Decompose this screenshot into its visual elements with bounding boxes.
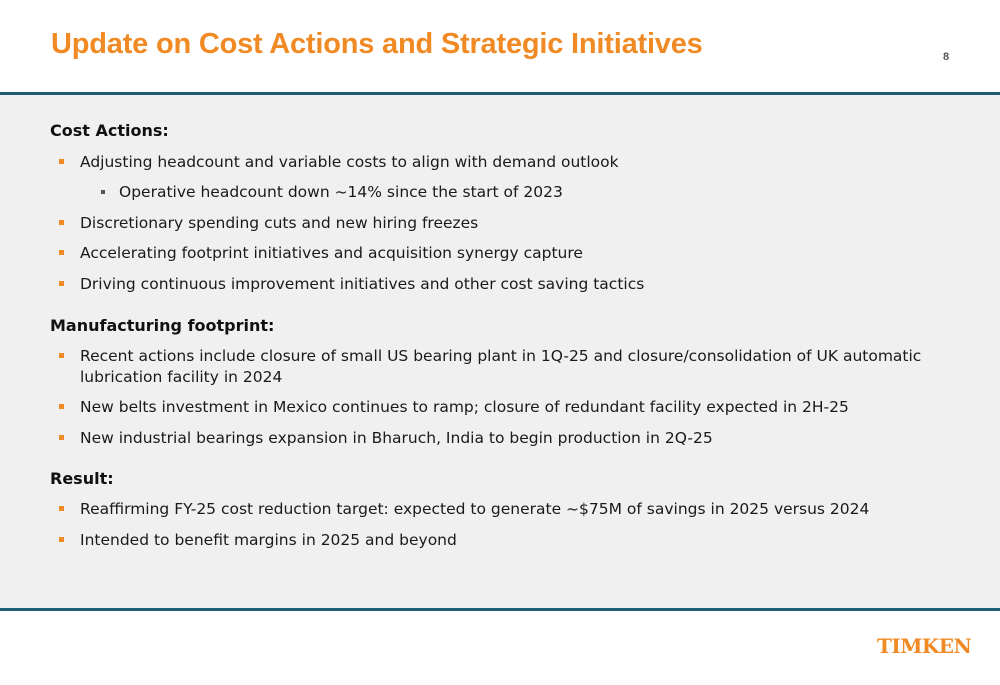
footer-divider	[0, 608, 1000, 611]
sub-bullet-item	[119, 182, 979, 203]
section-heading-cost-actions: Cost Actions:	[50, 121, 169, 140]
bullet-text: New belts investment in Mexico continues to ramp; closure of redundant facility expected in 2H-25	[80, 398, 849, 416]
bullet-marker-icon	[59, 353, 64, 358]
bullet-text: Recent actions include closure of small US bearing plant in 1Q-25 and closure/consolidation of UK automatic lubrication facility in 2024	[80, 347, 922, 386]
bullet-text: Intended to benefit margins in 2025 and beyond	[80, 531, 457, 549]
bullet-item	[80, 243, 940, 264]
bullet-marker-icon	[59, 506, 64, 511]
bullet-item	[80, 346, 940, 388]
page-title: Update on Cost Actions and Strategic Initiatives	[51, 28, 703, 60]
section-heading-manufacturing-footprint: Manufacturing footprint:	[50, 316, 275, 335]
sub-bullet-marker-icon	[101, 190, 105, 194]
bullet-text: Accelerating footprint initiatives and acquisition synergy capture	[80, 244, 583, 262]
bullet-text: Adjusting headcount and variable costs to align with demand outlook	[80, 153, 619, 171]
section-heading-result: Result:	[50, 469, 114, 488]
bullet-marker-icon	[59, 281, 64, 286]
page-number: 8	[943, 51, 950, 63]
bullet-text: New industrial bearings expansion in Bharuch, India to begin production in 2Q-25	[80, 429, 713, 447]
bullet-marker-icon	[59, 537, 64, 542]
bullet-marker-icon	[59, 220, 64, 225]
bullet-text: Driving continuous improvement initiatives and other cost saving tactics	[80, 275, 645, 293]
timken-logo: TIMKEN	[877, 634, 972, 658]
bullet-text: Discretionary spending cuts and new hiring freezes	[80, 214, 479, 232]
bullet-marker-icon	[59, 250, 64, 255]
bullet-marker-icon	[59, 159, 64, 164]
bullet-item	[80, 152, 940, 173]
bullet-text: Reaffirming FY-25 cost reduction target: expected to generate ~$75M of savings in 2025 versus 2024	[80, 500, 870, 518]
bullet-marker-icon	[59, 404, 64, 409]
bullet-item	[80, 274, 940, 295]
bullet-text: Operative headcount down ~14% since the start of 2023	[119, 183, 563, 201]
bullet-item	[80, 428, 940, 449]
bullet-item	[80, 499, 940, 520]
bullet-marker-icon	[59, 435, 64, 440]
bullet-item	[80, 530, 940, 551]
bullet-item	[80, 397, 940, 418]
bullet-item	[80, 213, 940, 234]
